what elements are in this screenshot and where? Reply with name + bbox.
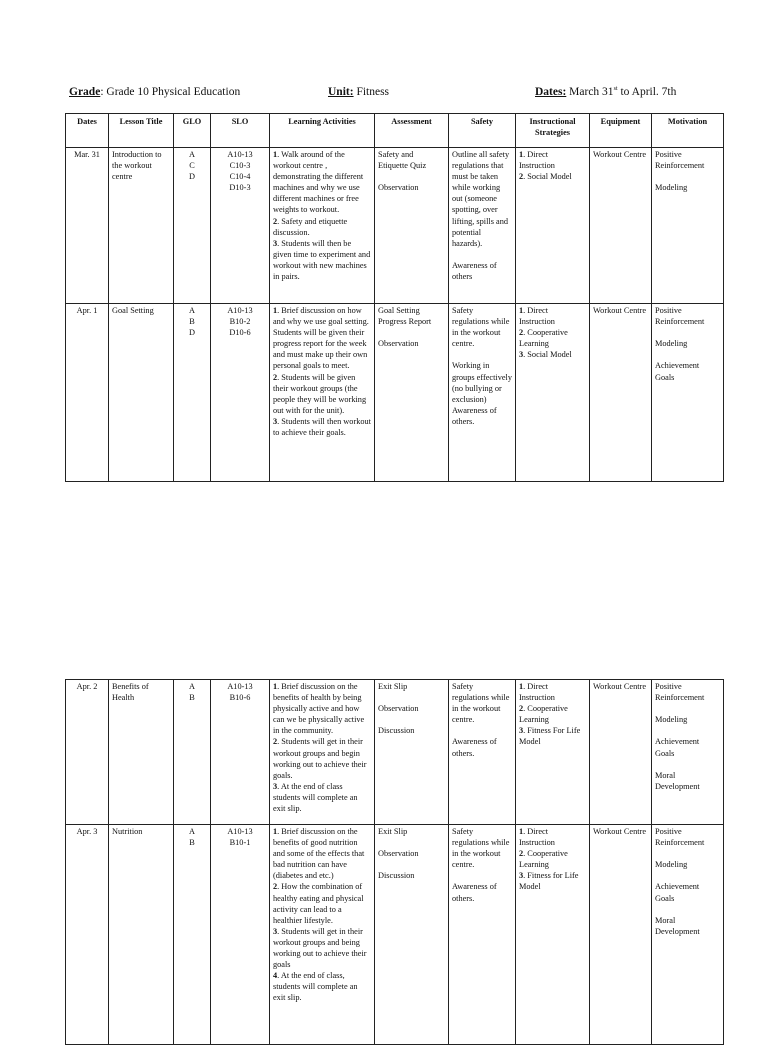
dates-value-end: to April. 7th [617,86,677,98]
grade-value: : Grade 10 Physical Education [100,86,241,98]
lesson-title: Nutrition [109,825,174,1045]
strategy-item: 1. Direct Instruction [519,150,555,171]
strategy-item: 3. Social Model [519,350,572,360]
activity-item: 2. How the combination of healthy eating and physical activity can lead to a healthier lifestyle. [273,882,364,925]
activity-item: 1. Brief discussion on the benefits of health by being physically active and how can we be physically active in the community. [273,682,365,736]
activity-item: 1. Brief discussion on how and why we use goal setting. Students will be given their progress report for the week and must make up their own personal goals to meet. [273,306,369,371]
activity-item: 2. Safety and etiquette discussion. [273,216,348,237]
lesson-equipment: Workout Centre [590,148,652,304]
lesson-slo: A10-13 B10-2 D10-6 [211,304,270,482]
lesson-equipment: Workout Centre [590,304,652,482]
lesson-title: Introduction to the workout centre [109,148,174,304]
lesson-assessment: Goal Setting Progress Report Observation [375,304,449,482]
activity-item: 2. Students will be given their workout groups (the people they will be working out with for the unit). [273,372,367,415]
lesson-slo: A10-13 B10-6 [211,680,270,825]
lesson-safety: Safety regulations while in the workout centre. Awareness of others. [449,825,516,1045]
table-header-row [66,114,724,148]
lesson-glo: A B D [174,304,211,482]
unit-value: Fitness [353,86,390,98]
lesson-assessment: Safety and Etiquette Quiz Observation [375,148,449,304]
lesson-equipment: Workout Centre [590,680,652,825]
lesson-glo: A C D [174,148,211,304]
lesson-activities [270,680,375,825]
grade-label: Grade [69,86,101,98]
strategy-item: 2. Cooperative Learning [519,849,568,870]
strategy-item: 3. Fitness For Life Model [519,726,581,747]
lesson-motivation: Positive Reinforcement Modeling [652,148,724,304]
lesson-date: Apr. 3 [66,825,109,1045]
lesson-activities [270,825,375,1045]
strategy-item: 2. Cooperative Learning [519,328,568,349]
table-row [66,680,724,825]
lesson-activities [270,304,375,482]
lesson-safety: Safety regulations while in the workout centre. Awareness of others. [449,680,516,825]
strategy-item: 1. Direct Instruction [519,306,555,327]
strategy-item: 2. Cooperative Learning [519,704,568,725]
column-header-equipment: Equipment [590,114,652,148]
lesson-slo: A10-13 C10-3 C10-4 D10-3 [211,148,270,304]
dates-value-sup: st [613,86,618,93]
activity-item: 3. At the end of class students will complete an exit slip. [273,781,358,814]
lesson-assessment: Exit Slip Observation Discussion [375,680,449,825]
strategy-item: 1. Direct Instruction [519,682,555,703]
dates-field [535,86,676,98]
unit-label: Unit: [328,86,354,98]
table-row [66,304,724,482]
lesson-motivation: Positive Reinforcement Modeling Achievement Goals [652,304,724,482]
activity-item: 3. Students will then be given time to experiment and workout with new machines in pairs. [273,238,371,282]
column-header-lesson-title: Lesson Title [109,114,174,148]
lesson-equipment: Workout Centre [590,825,652,1045]
strategy-item: 3. Fitness for Life Model [519,871,579,892]
activity-item: 1. Walk around of the workout centre , demonstrating the different machines and why we use different machines or free weights to workout. [273,150,364,215]
lesson-date: Apr. 1 [66,304,109,482]
lesson-date: Mar. 31 [66,148,109,304]
lesson-safety: Safety regulations while in the workout centre. Working in groups effectively (no bullying or exclusion) Awareness of others. [449,304,516,482]
lesson-plan-table-page-1 [65,113,724,482]
document-header [0,86,768,102]
lesson-strategies [516,680,590,825]
lesson-strategies [516,148,590,304]
lesson-slo: A10-13 B10-1 [211,825,270,1045]
lesson-strategies [516,825,590,1045]
activity-item: 4. At the end of class, students will complete an exit slip. [273,971,358,1003]
grade-field [69,86,240,98]
column-header-glo: GLO [174,114,211,148]
lesson-glo: A B [174,680,211,825]
table-row [66,148,724,304]
dates-label: Dates: [535,86,567,98]
lesson-safety: Outline all safety regulations that must be taken while working out (someone spotting, over lifting, spills and potential hazards). Awareness of others [449,148,516,304]
strategy-item: 2. Social Model [519,172,572,182]
activity-item: 1. Brief discussion on the benefits of good nutrition and some of the effects that bad nutrition can have (diabetes and etc.) [273,827,365,881]
lesson-assessment: Exit Slip Observation Discussion [375,825,449,1045]
column-header-learning-activities: Learning Activities [270,114,375,148]
unit-field [328,86,389,98]
activity-item: 3. Students will get in their workout groups and being working out to achieve their goals [273,926,367,970]
lesson-motivation: Positive Reinforcement Modeling Achievement Goals Moral Development [652,825,724,1045]
activity-item: 3. Students will then workout to achieve their goals. [273,416,371,438]
lesson-date: Apr. 2 [66,680,109,825]
lesson-plan-table-page-2 [65,679,724,1045]
column-header-motivation: Motivation [652,114,724,148]
lesson-strategies [516,304,590,482]
column-header-instructional-strategies: Instructional Strategies [516,114,590,148]
lesson-activities [270,148,375,304]
lesson-title: Benefits of Health [109,680,174,825]
column-header-assessment: Assessment [375,114,449,148]
table-row [66,825,724,1045]
column-header-dates: Dates [66,114,109,148]
lesson-title: Goal Setting [109,304,174,482]
column-header-slo: SLO [211,114,270,148]
lesson-motivation: Positive Reinforcement Modeling Achievement Goals Moral Development [652,680,724,825]
column-header-safety: Safety [449,114,516,148]
strategy-item: 1. Direct Instruction [519,827,555,848]
activity-item: 2. Students will get in their workout groups and begin working out to achieve their goals. [273,737,367,780]
lesson-glo: A B [174,825,211,1045]
dates-value-start: March 31 [566,86,614,98]
